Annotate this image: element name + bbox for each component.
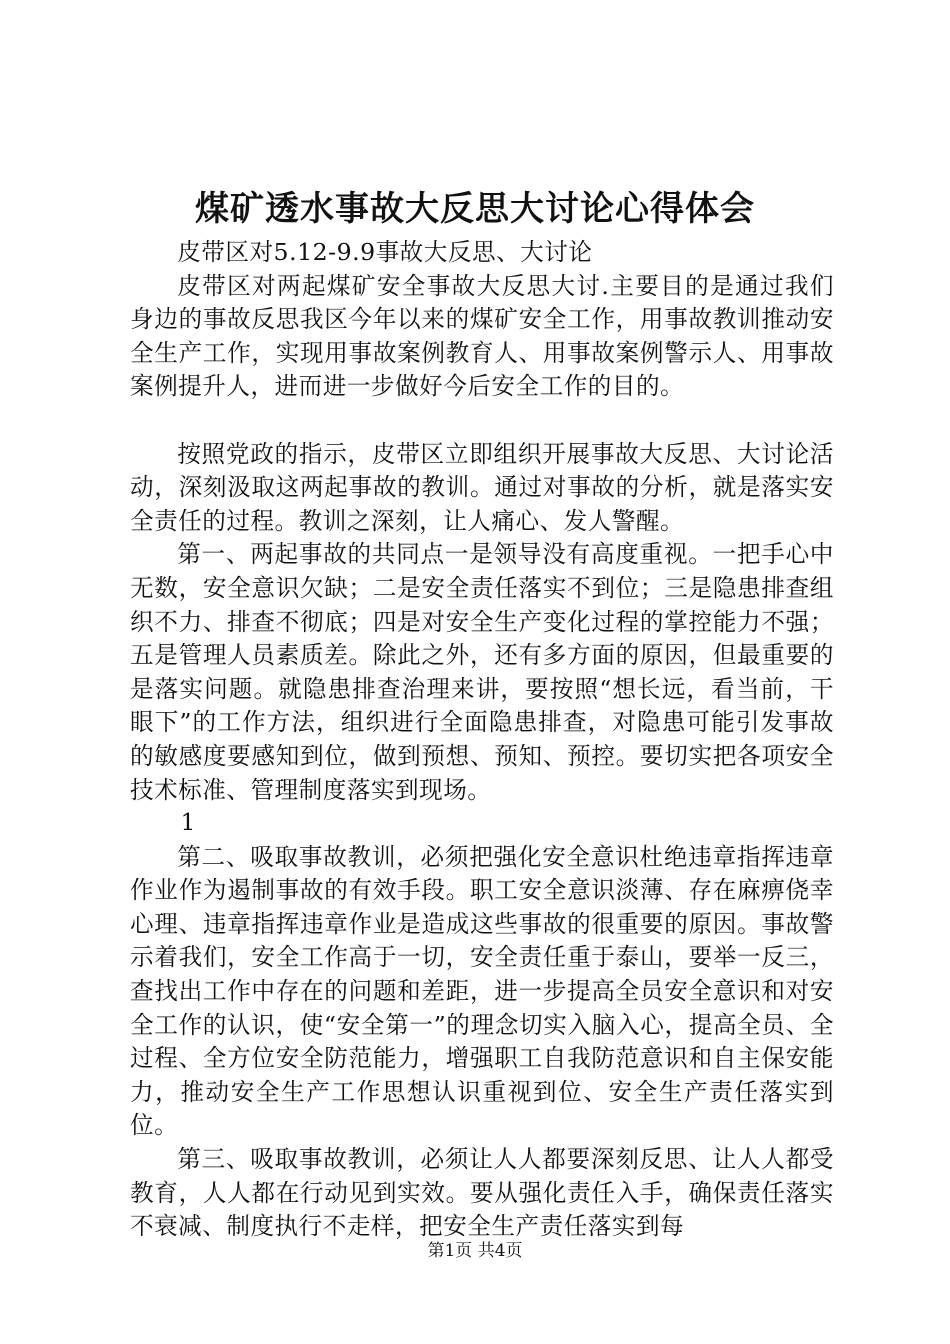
paragraph-instructions: 按照党政的指示，皮带区立即组织开展事故大反思、大讨论活动，深刻汲取这两起事故的教训。通过对事故的分析，就是落实安全责任的过程。教训之深刻，让人痛心、发人警醒。 (130, 439, 834, 535)
paragraph-second-point: 第二、吸取事故教训，必须把强化安全意识杜绝违章指挥违章作业作为遏制事故的有效手段。职工安全意识淡薄、存在麻痹侥幸心理、违章指挥违章作业是造成这些事故的很重要的原因。事故警示着我们，安全工作高于一切，安全责任重于泰山，要举一反三，查找出工作中存在的问题和差距，进一步提高全员安全意识和对安全工作的认识，使“安全第一”的理念切实入脑入心，提高全员、全过程、全方位安全防范能力，增强职工自我防范意识和自主保安能力，推动安全生产工作思想认识重视到位、安全生产责任落实到位。 (130, 842, 834, 1140)
inline-page-number: 1 (180, 810, 196, 837)
subtitle-paragraph: 皮带区对5.12-9.9事故大反思、大讨论 (177, 238, 593, 266)
page-footer: 第1页 共4页 (427, 1241, 523, 1261)
paragraph-third-point: 第三、吸取事故教训，必须让人人都要深刻反思、让人人都受教育，人人都在行动见到实效。要从强化责任入手，确保责任落实不衰减、制度执行不走样，把安全生产责任落实到每 (130, 1145, 834, 1241)
document-title: 煤矿透水事故大反思大讨论心得体会 (195, 189, 755, 229)
document-body (130, 236, 834, 1244)
intro-paragraph: 皮带区对两起煤矿安全事故大反思大讨.主要目的是通过我们身边的事故反思我区今年以来的煤矿安全工作，用事故教训推动安全生产工作，实现用事故案例教育人、用事故案例警示人、用事故案例提升人，进而进一步做好今后安全工作的目的。 (130, 271, 834, 401)
paragraph-first-point: 第一、两起事故的共同点一是领导没有高度重视。一把手心中无数，安全意识欠缺；二是安全责任落实不到位；三是隐患排查组织不力、排查不彻底；四是对安全生产变化过程的掌控能力不强；五是管理人员素质差。除此之外，还有多方面的原因，但最重要的是落实问题。就隐患排查治理来讲，要按照“想长远，看当前，干眼下”的工作方法，组织进行全面隐患排查，对隐患可能引发事故的敏感度要感知到位，做到预想、预知、预控。要切实把各项安全技术标准、管理制度落实到现场。 (130, 540, 834, 804)
